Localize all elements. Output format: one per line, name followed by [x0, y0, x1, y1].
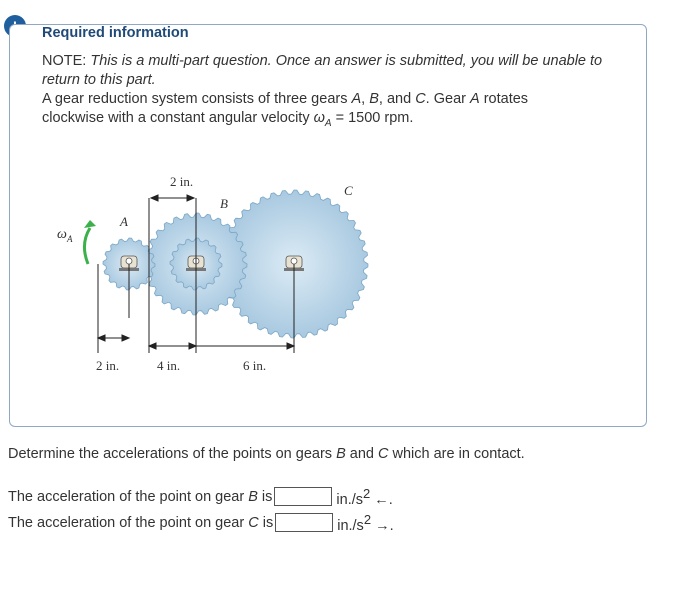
dim-top: 2 in.: [170, 174, 194, 189]
gear-c-label: C: [344, 183, 353, 198]
dim-3: 6 in.: [243, 358, 267, 373]
answer-row-b: The acceleration of the point on gear B is $in./s^2$ ←.: [8, 486, 393, 508]
answer-b-unit: $in./s^2$ ←.: [336, 486, 393, 508]
note-text: [42, 52, 622, 133]
answer-c-input[interactable]: [275, 513, 333, 532]
omega-label: ω: [57, 227, 67, 242]
answer-row-c: The acceleration of the point on gear C is $in./s^2$ →.: [8, 512, 394, 534]
problem-text: A gear reduction system consists of three gears A, B, and C. Gear A rotates clockwise with a constant angular velocity $\omega_A = 1500$ rpm.: [42, 91, 529, 129]
note-body: This is a multi-part question. Once an answer is submitted, you will be unable to return to this part.: [42, 53, 603, 88]
answer-b-input[interactable]: [274, 487, 332, 506]
svg-text:A: A: [67, 234, 73, 244]
gear-b-label: B: [220, 196, 228, 211]
dim-1: 2 in.: [96, 358, 120, 373]
answer-c-unit: $in./s^2$ →.: [337, 512, 394, 534]
question-prompt: Determine the accelerations of the points on gears B and C which are in contact.: [8, 446, 525, 462]
note-label: NOTE:: [42, 53, 87, 69]
required-info-title: Required information: [42, 25, 189, 41]
dim-2: 4 in.: [157, 358, 181, 373]
gear-a-label: A: [120, 214, 128, 229]
gear-diagram: [50, 168, 390, 383]
